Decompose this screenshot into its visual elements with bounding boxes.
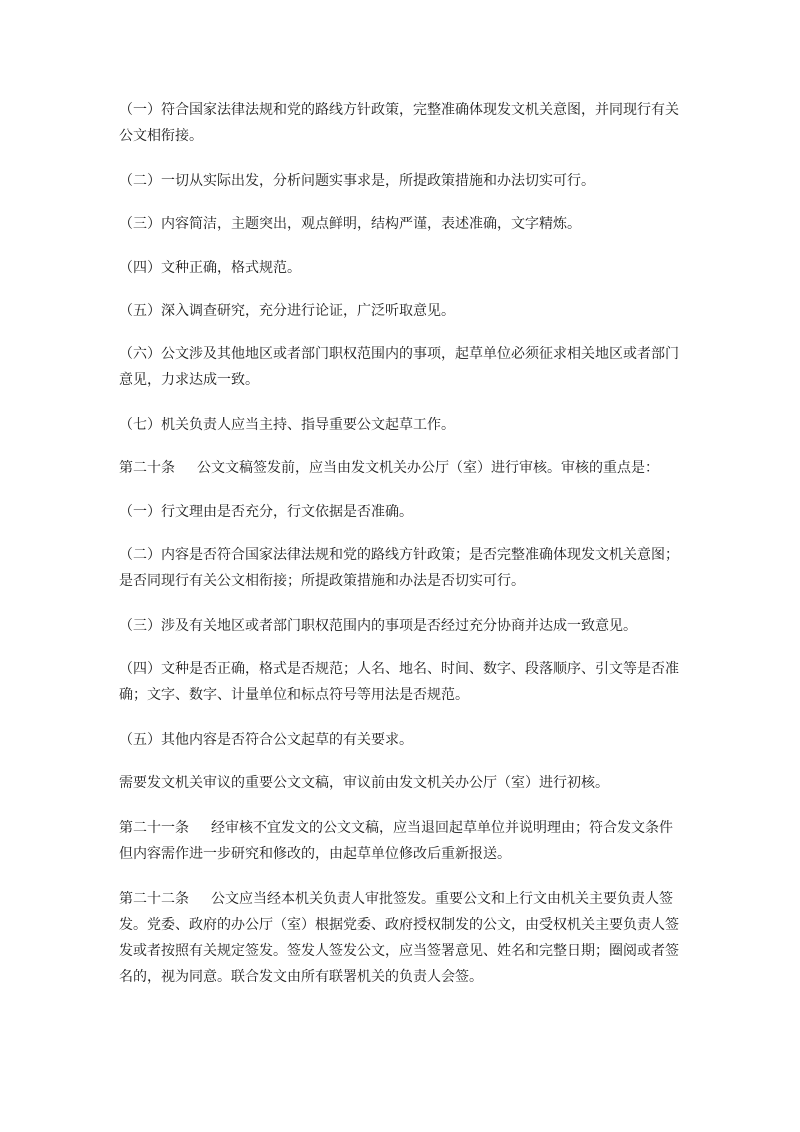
- paragraph-text: （五）深入调查研究，充分进行论证，广泛听取意见。: [119, 303, 455, 319]
- paragraph-item-10: [119, 542, 681, 594]
- article-heading: 第二十条: [119, 460, 175, 476]
- paragraph-text: （一）符合国家法律法规和党的路线方针政策，完整准确体现发文机关意图，并同现行有关公文相衔接。: [119, 102, 679, 144]
- paragraph-item-4: [119, 255, 681, 281]
- article-22-paragraph: [119, 886, 681, 990]
- paragraph-item-6: [119, 341, 681, 393]
- article-heading: 第二十一条: [119, 820, 189, 836]
- paragraph-text: 需要发文机关审议的重要公文文稿，审议前由发文机关办公厅（室）进行初核。: [119, 775, 609, 791]
- paragraph-text: （七）机关负责人应当主持、指导重要公文起草工作。: [119, 417, 455, 433]
- paragraph-text: （二）内容是否符合国家法律法规和党的路线方针政策；是否完整准确体现发文机关意图；是否同现行有关公文相衔接；所提政策措施和办法是否切实可行。: [119, 547, 679, 589]
- article-heading: 第二十二条: [119, 891, 189, 907]
- paragraph-item-14: [119, 770, 681, 796]
- article-20-paragraph: [119, 455, 681, 481]
- paragraph-text: （三）内容简洁，主题突出，观点鲜明，结构严谨，表述准确，文字精炼。: [119, 216, 581, 232]
- paragraph-item-1: [119, 97, 681, 149]
- paragraph-item-7: [119, 412, 681, 438]
- paragraph-text: （三）涉及有关地区或者部门职权范围内的事项是否经过充分协商并达成一致意见。: [119, 618, 637, 634]
- paragraph-text: （六）公文涉及其他地区或者部门职权范围内的事项，起草单位必须征求相关地区或者部门意见，力求达成一致。: [119, 346, 679, 388]
- paragraph-text: （五）其他内容是否符合公文起草的有关要求。: [119, 732, 413, 748]
- paragraph-item-2: [119, 168, 681, 194]
- paragraph-text: 经审核不宜发文的公文文稿，应当退回起草单位并说明理由；符合发文条件但内容需作进一步研究和修改的，由起草单位修改后重新报送。: [119, 820, 673, 862]
- paragraph-item-5: [119, 298, 681, 324]
- article-21-paragraph: [119, 815, 681, 867]
- paragraph-item-3: [119, 211, 681, 237]
- paragraph-item-12: [119, 656, 681, 708]
- paragraph-item-13: [119, 727, 681, 753]
- paragraph-text: （四）文种是否正确，格式是否规范；人名、地名、时间、数字、段落顺序、引文等是否准确；文字、数字、计量单位和标点符号等用法是否规范。: [119, 661, 679, 703]
- paragraph-item-9: [119, 499, 681, 525]
- paragraph-text: （四）文种正确，格式规范。: [119, 260, 301, 276]
- paragraph-text: （二）一切从实际出发，分析问题实事求是，所提政策措施和办法切实可行。: [119, 173, 595, 189]
- paragraph-text: （一）行文理由是否充分，行文依据是否准确。: [119, 504, 413, 520]
- paragraph-item-11: [119, 613, 681, 639]
- paragraph-text: 公文应当经本机关负责人审批签发。重要公文和上行文由机关主要负责人签发。党委、政府的办公厅（室）根据党委、政府授权制发的公文，由受权机关主要负责人签发或者按照有关规定签发。签发人签发公文，应当签署意见、姓名和完整日期；圈阅或者签名的，视为同意。联合发文由所有联署机关的负责人会签。: [119, 891, 679, 985]
- paragraph-text: 公文文稿签发前，应当由发文机关办公厅（室）进行审核。审核的重点是：: [197, 460, 659, 476]
